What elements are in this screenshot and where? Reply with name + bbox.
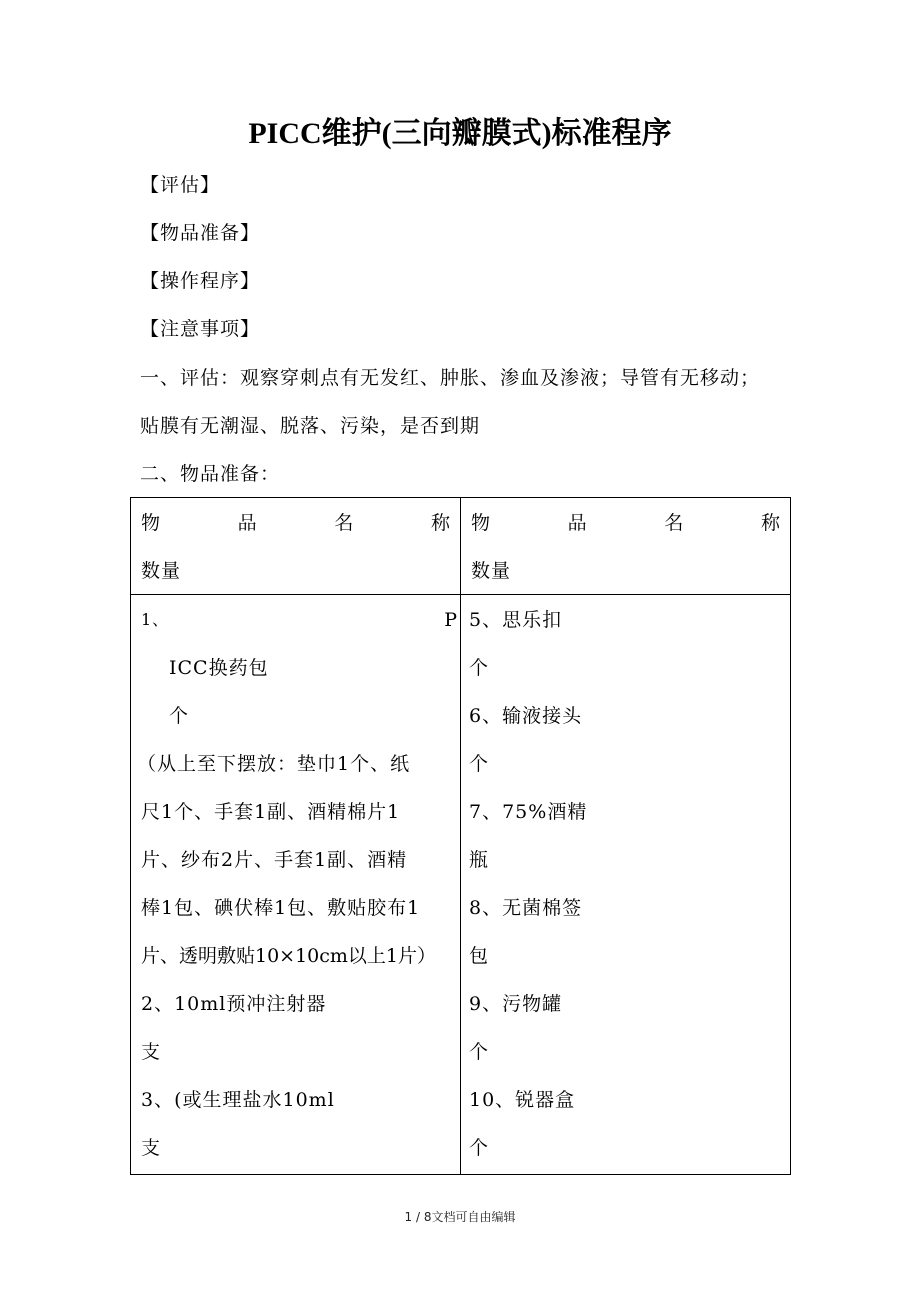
toc-notes: 【注意事项】 xyxy=(140,318,261,340)
item8-unit: 包 xyxy=(469,945,490,967)
header-quantity-label: 数量 xyxy=(141,560,182,582)
item10-name: 10、锐器盒 xyxy=(469,1089,576,1111)
item1-unit: 个 xyxy=(169,705,190,727)
item9-name: 9、污物罐 xyxy=(469,993,563,1015)
header-cell-left xyxy=(131,498,461,595)
item5-name: 5、思乐扣 xyxy=(469,609,563,631)
item3-unit: 支 xyxy=(141,1137,162,1159)
page-title: PICC维护(三向瓣膜式)标准程序 xyxy=(248,117,672,150)
item1-detail-line: （从上至下摆放：垫巾1个、纸 xyxy=(137,753,411,775)
item6-unit: 个 xyxy=(469,753,490,775)
item1-cut-char: P xyxy=(444,609,458,631)
materials-heading: 二、物品准备： xyxy=(140,463,281,485)
header-char: 品 xyxy=(237,512,257,534)
item9-unit: 个 xyxy=(469,1041,490,1063)
item1-number: 1、 xyxy=(141,610,170,629)
header-name-label xyxy=(141,509,450,537)
toc-assessment: 【评估】 xyxy=(140,174,221,196)
item1-detail-line: 片、纱布2片、手套1副、酒精 xyxy=(141,849,408,871)
item7-name: 7、75%酒精 xyxy=(469,801,588,823)
item3-name: 3、(或生理盐水10ml xyxy=(141,1089,335,1111)
item7-unit: 瓶 xyxy=(469,849,490,871)
page-footer: 1 / 8文档可自由编辑 xyxy=(404,1210,516,1224)
toc-procedure: 【操作程序】 xyxy=(140,270,261,292)
item2-unit: 支 xyxy=(141,1041,162,1063)
header-char: 名 xyxy=(664,512,684,534)
right-items-cell xyxy=(461,595,791,1175)
item1-detail-line: 片、透明敷贴10×10cm以上1片） xyxy=(141,945,437,967)
item10-unit: 个 xyxy=(469,1137,490,1159)
header-name-label xyxy=(471,509,780,537)
materials-table xyxy=(130,497,791,1175)
item6-name: 6、输液接头 xyxy=(469,705,583,727)
assessment-line-1: 一、评估：观察穿刺点有无发红、肿胀、渗血及渗液；导管有无移动； xyxy=(140,367,761,389)
toc-materials: 【物品准备】 xyxy=(140,222,261,244)
item1-detail-line: 棒1包、碘伏棒1包、敷贴胶布1 xyxy=(141,897,421,919)
header-char: 物 xyxy=(141,512,161,534)
item8-name: 8、无菌棉签 xyxy=(469,897,583,919)
header-cell-right xyxy=(461,498,791,595)
header-char: 称 xyxy=(760,512,780,534)
header-char: 名 xyxy=(334,512,354,534)
header-char: 品 xyxy=(567,512,587,534)
left-items-cell xyxy=(131,595,461,1175)
item5-unit: 个 xyxy=(469,657,490,679)
header-char: 称 xyxy=(430,512,450,534)
item1-name: ICC换药包 xyxy=(169,657,269,679)
header-quantity-label: 数量 xyxy=(471,560,512,582)
assessment-line-2: 贴膜有无潮湿、脱落、污染，是否到期 xyxy=(140,415,481,437)
item1-detail-line: 尺1个、手套1副、酒精棉片1 xyxy=(141,801,401,823)
item2-name: 2、10ml预冲注射器 xyxy=(141,993,327,1015)
header-char: 物 xyxy=(471,512,491,534)
